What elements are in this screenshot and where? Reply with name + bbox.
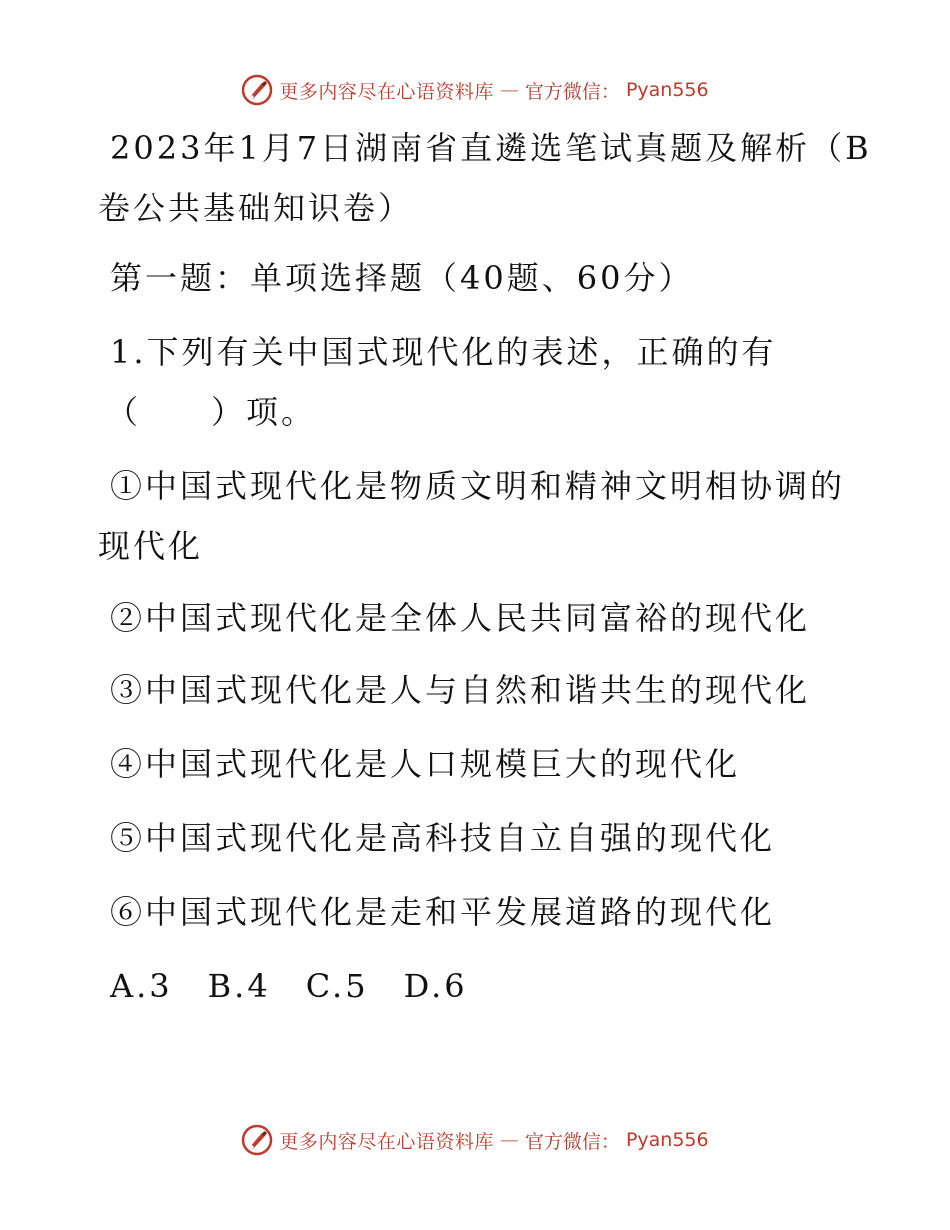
document-title-line-2: 卷公共基础知识卷） [98, 189, 414, 227]
statement-2: ②中国式现代化是全体人民共同富裕的现代化 [110, 599, 811, 637]
banner-wechat-id: Pyan556 [625, 1129, 709, 1151]
header-watermark-banner [0, 70, 950, 110]
question-stem-line-1: 1.下列有关中国式现代化的表述，正确的有 [110, 333, 777, 371]
banner-text: 更多内容尽在心语资料库 [279, 1130, 494, 1153]
statement-4: ④中国式现代化是人口规模巨大的现代化 [110, 745, 741, 783]
banner-wechat-label: 官方微信： [524, 1130, 620, 1153]
statement-1-line-1: ①中国式现代化是物质文明和精神文明相协调的 [110, 467, 846, 505]
banner-wechat-id: Pyan556 [625, 79, 709, 101]
pen-nib-logo-icon [241, 74, 273, 106]
document-title-line-1: 2023年1月7日湖南省直遴选笔试真题及解析（B [110, 129, 872, 167]
banner-separator: — [499, 1129, 519, 1151]
banner-wechat-label: 官方微信： [524, 80, 620, 103]
statement-6: ⑥中国式现代化是走和平发展道路的现代化 [110, 893, 776, 931]
answer-options: A.3 B.4 C.5 D.6 [110, 967, 468, 1005]
statement-1-line-2: 现代化 [98, 527, 204, 565]
pen-nib-logo-icon [241, 1124, 273, 1156]
section-heading: 第一题：单项选择题（40题、60分） [110, 259, 694, 297]
statement-5: ⑤中国式现代化是高科技自立自强的现代化 [110, 819, 776, 857]
banner-text: 更多内容尽在心语资料库 [279, 80, 494, 103]
footer-watermark-banner [0, 1120, 950, 1160]
question-stem-line-2: （ ）项。 [106, 393, 317, 431]
banner-separator: — [499, 79, 519, 101]
statement-3: ③中国式现代化是人与自然和谐共生的现代化 [110, 671, 811, 709]
